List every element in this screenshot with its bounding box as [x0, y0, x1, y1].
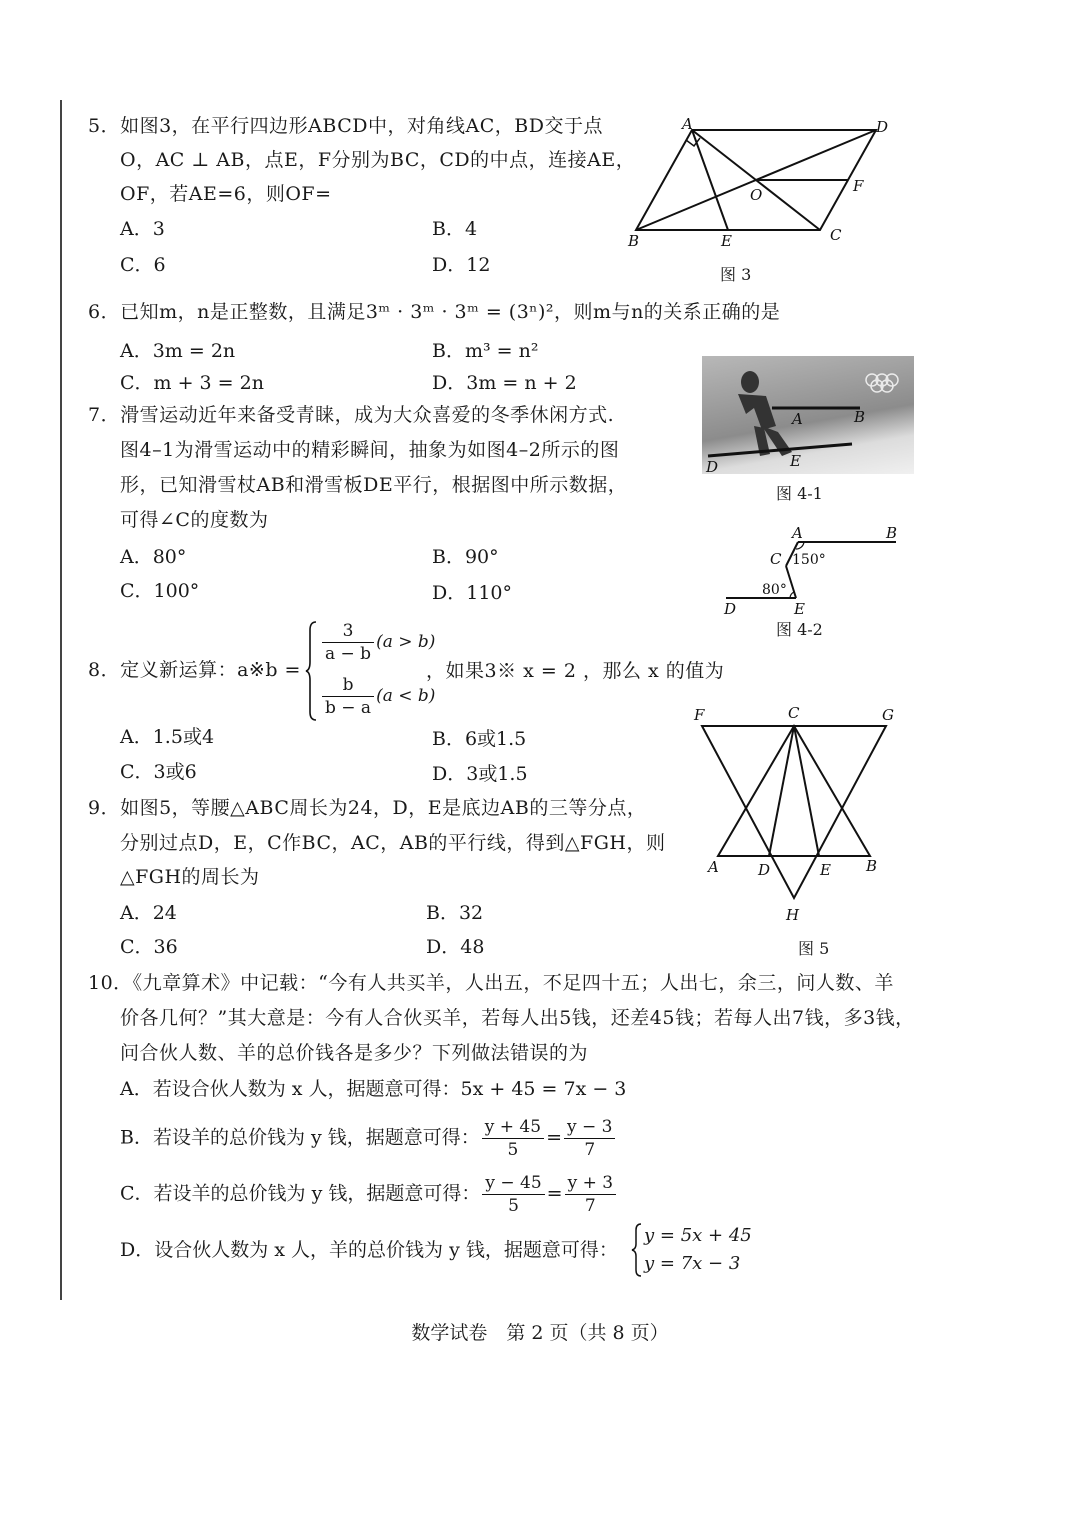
q5-fig-label-e: E — [721, 232, 732, 250]
q7-stem-line2: 图4–1为滑雪运动中的精彩瞬间，抽象为如图4–2所示的图 — [120, 439, 620, 461]
q7-photo-caption: 图 4-1 — [776, 484, 823, 503]
q5-fig-label-b: B — [628, 232, 640, 250]
q10-c-num1: y − 45 — [482, 1172, 544, 1195]
q5-option-a: A．3 — [120, 218, 165, 240]
q9-option-c: C．36 — [120, 936, 178, 958]
q5-fig-label-f: F — [853, 177, 864, 195]
q9-fig-label-d: D — [758, 861, 771, 879]
q10-d-eq1: y = 5x + 45 — [644, 1225, 752, 1246]
q6-option-a: A．3m = 2n — [120, 340, 236, 362]
q7-stem-line1: 7．滑雪运动近年来备受青睐，成为大众喜爱的冬季休闲方式. — [88, 404, 615, 426]
q8-option-d: D．3或1.5 — [432, 763, 528, 785]
q9-stem-line3: △FGH的周长为 — [120, 866, 260, 888]
q7-fig-label-c: C — [770, 550, 782, 568]
q9-fig-label-g: G — [882, 706, 894, 724]
q9-fig-label-e: E — [820, 861, 831, 879]
q9-fig-label-c: C — [788, 704, 800, 722]
q6-option-c: C．m + 3 = 2n — [120, 372, 264, 394]
q8-case2-denominator: b − a — [325, 698, 372, 718]
q7-option-d: D．110° — [432, 582, 512, 604]
q5-figure-caption: 图 3 — [720, 265, 752, 284]
q5-fig-label-o: O — [750, 186, 763, 204]
q10-stem-line2: 价各几何？”其大意是：今有人合伙买羊，若每人出5钱，还差45钱；若每人出7钱，多3钱， — [120, 1007, 915, 1029]
q7-angle-figure — [720, 522, 910, 618]
page-footer: 数学试卷 第 2 页（共 8 页） — [411, 1322, 669, 1344]
q6-option-b: B．m³ = n² — [432, 340, 539, 362]
q8-option-b: B．6或1.5 — [432, 728, 527, 750]
q5-fig-label-d: D — [876, 118, 889, 136]
q5-stem-line2: O，AC ⊥ AB，点E，F分别为BC，CD的中点，连接AE， — [120, 149, 636, 171]
q10-b-den1: 5 — [507, 1140, 519, 1160]
q10-b-num2: y − 3 — [564, 1116, 615, 1139]
q5-fig-label-c: C — [830, 226, 842, 244]
q7-fig-label-e: E — [794, 600, 805, 618]
q5-stem-line1: 5．如图3，在平行四边形ABCD中，对角线AC，BD交于点 — [88, 115, 603, 137]
q9-triangle-figure — [690, 700, 910, 930]
q9-fig-label-h: H — [786, 906, 800, 924]
q10-option-b-text: B．若设羊的总价钱为 y 钱，据题意可得： — [120, 1126, 480, 1149]
q8-case1-numerator: 3 — [322, 620, 374, 643]
q9-fig-label-f: F — [694, 706, 705, 724]
q10-brace-icon — [632, 1222, 642, 1278]
q7-stem-line3: 形，已知滑雪杖AB和滑雪板DE平行，根据图中所示数据， — [120, 474, 628, 496]
q10-c-den1: 5 — [508, 1196, 519, 1216]
q7-fig-label-a: A — [792, 524, 803, 542]
q5-stem-line3: OF，若AE=6，则OF= — [120, 183, 332, 205]
q7-photo-label-a: A — [792, 410, 803, 428]
q7-option-b: B．90° — [432, 546, 499, 568]
q5-option-d: D．12 — [432, 254, 491, 276]
q9-fig-label-a: A — [708, 858, 719, 876]
q6-option-d: D．3m = n + 2 — [432, 372, 577, 394]
q9-stem-line1: 9．如图5，等腰△ABC周长为24，D，E是底边AB的三等分点， — [88, 797, 647, 819]
q6-stem: 6．已知m，n是正整数，且满足3ᵐ · 3ᵐ · 3ᵐ = (3ⁿ)²，则m与n的关系正确的是 — [88, 301, 781, 323]
q10-option-b — [120, 1116, 617, 1161]
q7-figure-caption: 图 4-2 — [776, 620, 823, 639]
q10-stem-line1: 10．《九章算术》中记载：“今有人共买羊，人出五，不足四十五；人出七，余三，问人数、羊 — [88, 972, 894, 994]
q7-ski-photo — [702, 356, 914, 474]
q10-b-equals: = — [546, 1126, 562, 1149]
q8-case2-numerator: b — [322, 674, 374, 697]
q10-c-equals: = — [546, 1182, 563, 1205]
q9-option-a: A．24 — [120, 902, 177, 924]
q5-option-c: C．6 — [120, 254, 166, 276]
q10-option-c — [120, 1172, 618, 1217]
q10-option-c-text: C．若设羊的总价钱为 y 钱，据题意可得： — [120, 1182, 481, 1205]
q7-fig-label-b: B — [886, 524, 898, 542]
q8-brace-icon — [306, 620, 318, 722]
q8-option-a: A．1.5或4 — [120, 726, 215, 748]
q8-case2-condition: (a < b) — [376, 686, 436, 706]
q9-figure-caption: 图 5 — [798, 939, 830, 958]
q5-parallelogram-figure — [620, 112, 889, 252]
q10-option-d-text: D．设合伙人数为 x 人，羊的总价钱为 y 钱，据题意可得： — [120, 1239, 618, 1261]
q9-option-d: D．48 — [426, 936, 485, 958]
q7-photo-label-d: D — [706, 458, 719, 476]
q7-angle-80-label: 80° — [762, 582, 787, 598]
q10-stem-line3: 问合伙人数、羊的总价钱各是多少？下列做法错误的为 — [120, 1042, 589, 1064]
q8-case1-condition: (a > b) — [376, 632, 436, 652]
q8-option-c: C．3或6 — [120, 761, 197, 783]
q7-photo-label-b: B — [854, 408, 866, 426]
q8-case1-denominator: a − b — [325, 644, 372, 664]
q7-photo-label-e: E — [790, 452, 801, 470]
q9-option-b: B．32 — [426, 902, 484, 924]
q10-d-eq2: y = 7x − 3 — [644, 1253, 741, 1274]
q10-option-a: A．若设合伙人数为 x 人，据题意可得：5x + 45 = 7x − 3 — [120, 1078, 627, 1100]
q10-c-den2: 7 — [584, 1196, 596, 1216]
q7-fig-label-d: D — [724, 600, 737, 618]
binding-margin-line — [60, 100, 62, 1300]
q7-option-a: A．80° — [120, 546, 187, 568]
q9-fig-label-b: B — [866, 857, 878, 875]
q9-stem-line2: 分别过点D，E，C作BC，AC，AB的平行线，得到△FGH，则 — [120, 832, 666, 854]
q10-b-den2: 7 — [584, 1140, 596, 1160]
q5-fig-label-a: A — [682, 115, 693, 133]
q8-prefix: 8．定义新运算：a※b = — [88, 659, 301, 681]
q7-angle-150-label: 150° — [792, 552, 826, 568]
q10-b-num1: y + 45 — [482, 1116, 544, 1139]
q7-option-c: C．100° — [120, 580, 200, 602]
q8-suffix: ，如果3※ x = 2 ，那么 x 的值为 — [426, 660, 725, 682]
q7-stem-line4: 可得∠C的度数为 — [120, 509, 269, 531]
q10-c-num2: y + 3 — [565, 1172, 616, 1195]
q5-option-b: B．4 — [432, 218, 478, 240]
